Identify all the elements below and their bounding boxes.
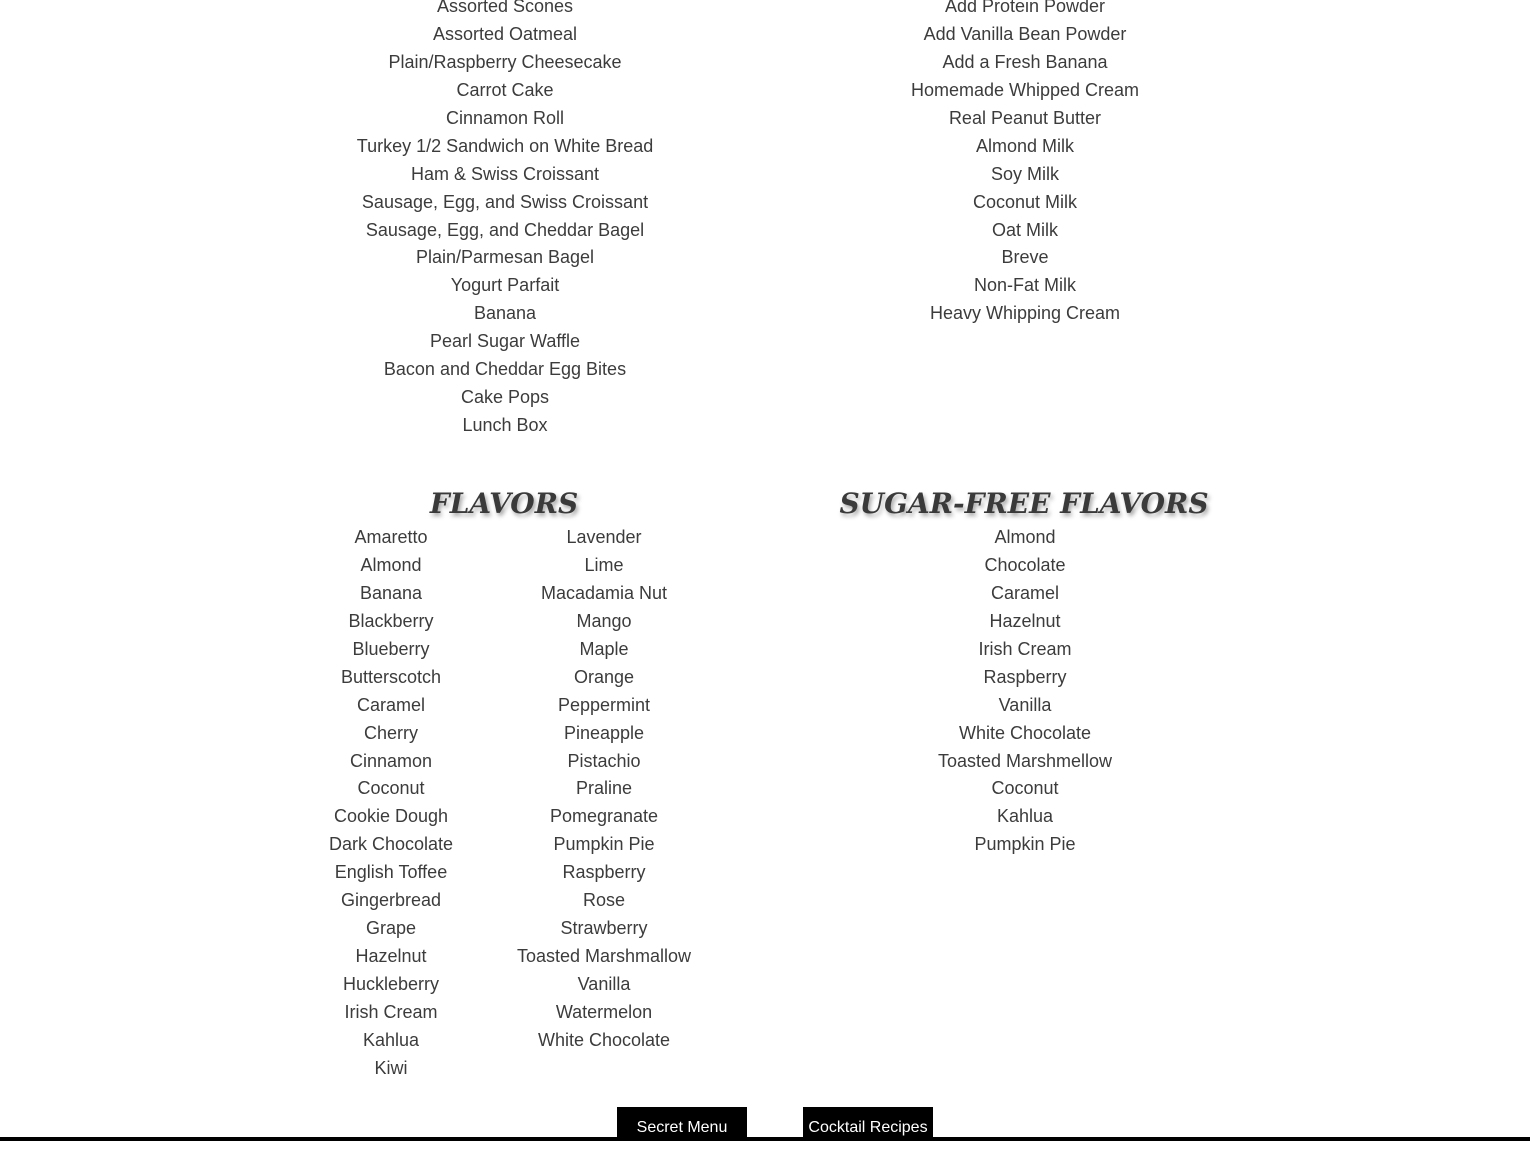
- flavor-item: Kahlua: [362, 1029, 420, 1050]
- secret-menu-button[interactable]: Secret Menu: [617, 1107, 747, 1141]
- sugar-free-flavor-item: Vanilla: [998, 694, 1052, 715]
- flavor-item: Irish Cream: [344, 1001, 438, 1022]
- flavor-item: Watermelon: [555, 1001, 653, 1022]
- addon-item: Add Vanilla Bean Powder: [923, 23, 1127, 44]
- addon-item: Add Protein Powder: [944, 0, 1106, 16]
- food-item: Plain/Raspberry Cheesecake: [388, 51, 622, 72]
- flavor-item: Grape: [365, 918, 417, 939]
- flavors-list-column-a: [291, 524, 491, 1083]
- flavor-item: Cinnamon: [349, 750, 433, 771]
- addon-item: Real Peanut Butter: [948, 107, 1102, 128]
- flavor-item: Coconut: [357, 778, 425, 799]
- flavor-item: Blueberry: [352, 638, 430, 659]
- flavor-item: Lavender: [566, 527, 642, 547]
- addon-item: Non-Fat Milk: [973, 275, 1076, 296]
- flavor-item: Pineapple: [563, 722, 645, 743]
- food-item: Sausage, Egg, and Swiss Croissant: [361, 191, 649, 212]
- flavor-item: Mango: [576, 610, 632, 631]
- sugar-free-flavor-item: Irish Cream: [978, 638, 1072, 659]
- flavor-item: Amaretto: [354, 527, 428, 547]
- food-item: Bacon and Cheddar Egg Bites: [383, 359, 627, 380]
- food-item: Lunch Box: [462, 415, 548, 436]
- food-item: Plain/Parmesan Bagel: [415, 247, 595, 268]
- flavor-item: Vanilla: [577, 974, 631, 994]
- food-item: Sausage, Egg, and Cheddar Bagel: [365, 219, 645, 240]
- flavor-item: Maple: [579, 638, 629, 659]
- flavor-item: Macadamia Nut: [540, 582, 668, 603]
- flavor-item: Blackberry: [348, 610, 434, 631]
- addon-item: Heavy Whipping Cream: [929, 303, 1121, 324]
- flavor-item: Cherry: [363, 722, 418, 743]
- flavor-item: Pomegranate: [549, 806, 659, 827]
- flavor-item: Orange: [573, 666, 635, 687]
- sugar-free-flavor-item: Hazelnut: [989, 610, 1061, 631]
- food-item: Ham & Swiss Croissant: [410, 163, 600, 184]
- sugar-free-flavor-item: Raspberry: [983, 666, 1067, 687]
- food-item: Cinnamon Roll: [445, 107, 565, 128]
- flavor-item: English Toffee: [334, 862, 448, 883]
- food-item: Carrot Cake: [456, 79, 554, 100]
- flavor-item: White Chocolate: [537, 1029, 671, 1050]
- flavor-item: Kiwi: [374, 1057, 408, 1078]
- flavor-item: Almond: [360, 554, 422, 575]
- sugar-free-flavors-list: [825, 524, 1225, 859]
- cocktail-recipes-button[interactable]: Cocktail Recipes: [803, 1107, 933, 1141]
- food-item: Assorted Scones: [436, 0, 574, 16]
- flavor-item: Gingerbread: [340, 890, 442, 911]
- food-item: Pearl Sugar Waffle: [429, 331, 581, 352]
- sugar-free-flavor-item: Coconut: [991, 778, 1059, 799]
- food-items-list: [305, 0, 705, 440]
- sugar-free-flavor-item: White Chocolate: [958, 722, 1092, 743]
- sugar-free-flavor-item: Almond: [994, 527, 1056, 547]
- flavor-item: Pumpkin Pie: [553, 834, 655, 855]
- sugar-free-flavor-item: Pumpkin Pie: [974, 834, 1076, 855]
- food-item: Cake Pops: [460, 387, 550, 408]
- flavor-item: Banana: [359, 582, 423, 603]
- flavor-item: Toasted Marshmallow: [516, 946, 692, 967]
- flavor-item: Hazelnut: [355, 946, 427, 967]
- food-item: Assorted Oatmeal: [432, 23, 578, 44]
- food-item: Turkey 1/2 Sandwich on White Bread: [356, 135, 654, 156]
- flavor-item: Butterscotch: [340, 666, 442, 687]
- sugar-free-flavor-item: Kahlua: [996, 806, 1054, 827]
- flavor-item: Pistachio: [567, 750, 641, 771]
- addon-item: Coconut Milk: [972, 191, 1078, 212]
- addon-item: Oat Milk: [991, 219, 1058, 240]
- addon-item: Breve: [1001, 247, 1049, 268]
- footer-divider: [0, 1137, 1530, 1141]
- addon-item: Soy Milk: [990, 163, 1059, 184]
- addon-item: Add a Fresh Banana: [942, 51, 1108, 72]
- sugar-free-flavor-item: Caramel: [990, 582, 1060, 603]
- flavor-item: Peppermint: [557, 694, 651, 715]
- sugar-free-flavor-item: Chocolate: [984, 554, 1066, 575]
- food-item: Yogurt Parfait: [450, 275, 560, 296]
- flavor-item: Caramel: [356, 694, 426, 715]
- sugar-free-flavors-heading: SUGAR-FREE FLAVORS: [839, 487, 1209, 520]
- food-item: Banana: [473, 303, 537, 324]
- flavor-item: Raspberry: [562, 862, 646, 883]
- flavor-item: Rose: [582, 890, 626, 911]
- flavor-item: Dark Chocolate: [328, 834, 454, 855]
- flavor-item: Strawberry: [560, 918, 648, 939]
- addon-item: Homemade Whipped Cream: [910, 79, 1140, 100]
- flavor-item: Huckleberry: [342, 974, 440, 994]
- sugar-free-flavor-item: Toasted Marshmellow: [937, 750, 1113, 771]
- flavor-item: Cookie Dough: [333, 806, 449, 827]
- addons-list: [825, 0, 1225, 328]
- flavors-heading: FLAVORS: [429, 487, 579, 520]
- addon-item: Almond Milk: [975, 135, 1075, 156]
- flavor-item: Praline: [575, 778, 633, 799]
- flavors-list-column-b: [484, 524, 724, 1055]
- flavor-item: Lime: [584, 554, 624, 575]
